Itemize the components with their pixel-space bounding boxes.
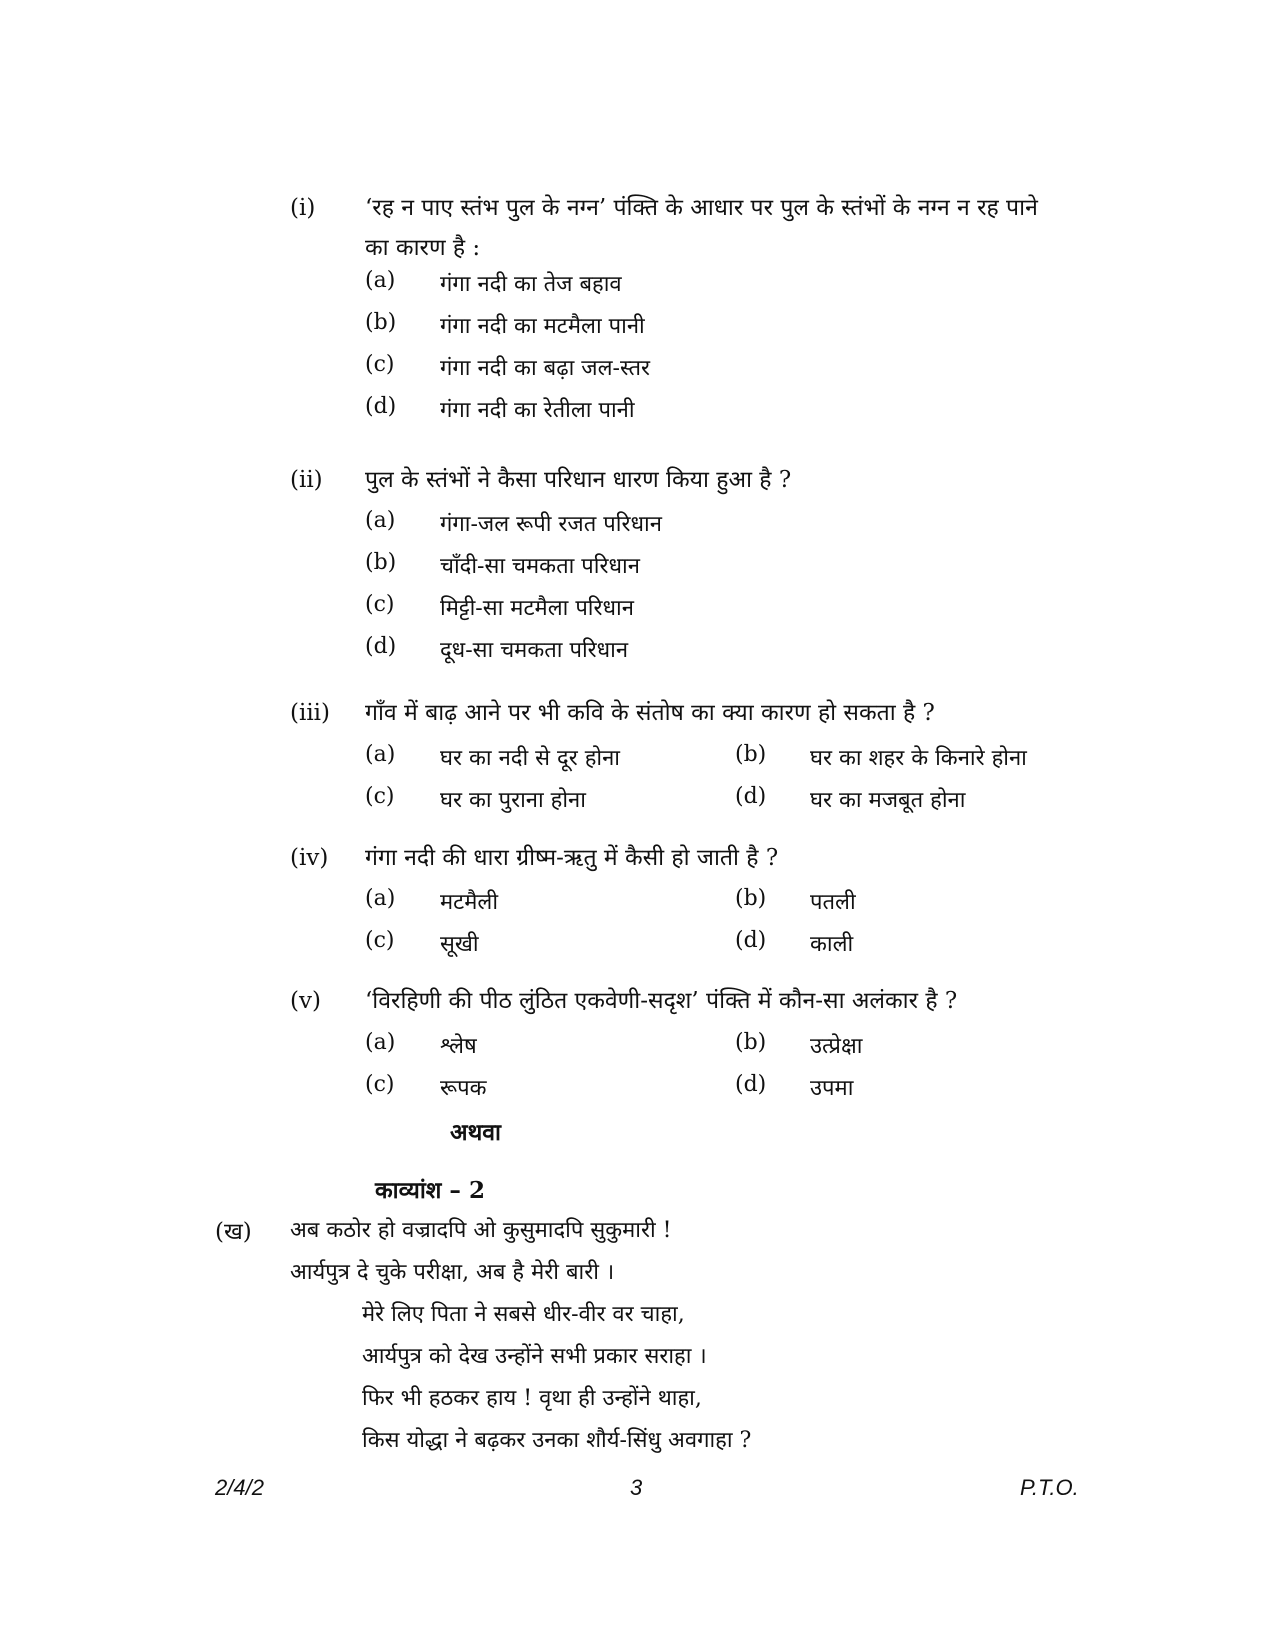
- option-label: (b): [365, 550, 397, 575]
- option-label: (a): [365, 1030, 396, 1055]
- option-label: (d): [735, 1072, 767, 1097]
- option-text: घर का पुराना होना: [440, 788, 586, 813]
- poem-line: फिर भी हठकर हाय ! वृथा ही उन्होंने थाहा,: [362, 1386, 702, 1411]
- poem-line: किस योद्धा ने बढ़कर उनका शौर्य-सिंधु अवगाहा ?: [362, 1428, 752, 1453]
- option-text: श्लेष: [440, 1034, 477, 1059]
- option-label: (a): [365, 268, 396, 293]
- option-label: (a): [365, 742, 396, 767]
- option-label: (d): [735, 784, 767, 809]
- option-text: मिट्टी-सा मटमैला परिधान: [440, 596, 634, 621]
- option-text: पतली: [810, 890, 856, 915]
- option-label: (c): [365, 784, 395, 809]
- option-label: (c): [365, 1072, 395, 1097]
- option-text: घर का नदी से दूर होना: [440, 746, 620, 771]
- section-heading: काव्यांश – 2: [375, 1177, 485, 1204]
- option-label: (a): [365, 508, 396, 533]
- option-text: रूपक: [440, 1076, 487, 1101]
- option-label: (c): [365, 352, 395, 377]
- poem-line: अब कठोर हो वज्रादपि ओ कुसुमादपि सुकुमारी !: [290, 1218, 672, 1243]
- option-text: गंगा नदी का बढ़ा जल-स्तर: [440, 356, 651, 381]
- poem-line: आर्यपुत्र को देख उन्होंने सभी प्रकार सराहा ।: [362, 1344, 707, 1369]
- option-text: घर का शहर के किनारे होना: [810, 746, 1027, 771]
- option-label: (d): [365, 394, 397, 419]
- option-text: घर का मजबूत होना: [810, 788, 966, 813]
- poem-line: आर्यपुत्र दे चुके परीक्षा, अब है मेरी बारी ।: [290, 1260, 615, 1285]
- question-number: (iv): [290, 845, 329, 871]
- question-number: (iii): [290, 700, 331, 726]
- option-label: (d): [735, 928, 767, 953]
- option-text: गंगा नदी का रेतीला पानी: [440, 398, 635, 423]
- question-number: (ii): [290, 467, 323, 493]
- option-label: (b): [365, 310, 397, 335]
- athva-heading: अथवा: [450, 1119, 502, 1146]
- poem-line: मेरे लिए पिता ने सबसे धीर-वीर वर चाहा,: [362, 1302, 685, 1327]
- option-label: (c): [365, 928, 395, 953]
- option-text: उत्प्रेक्षा: [810, 1034, 863, 1059]
- question-text: ‘रह न पाए स्तंभ पुल के नग्न’ पंक्ति के आधार पर पुल के स्तंभों के नग्न न रह पाने का कारण है :: [365, 195, 1038, 261]
- paper-code: 2/4/2: [215, 1475, 264, 1500]
- option-label: (a): [365, 886, 396, 911]
- question-text: गाँव में बाढ़ आने पर भी कवि के संतोष का क्या कारण हो सकता है ?: [365, 700, 935, 726]
- option-label: (b): [735, 886, 767, 911]
- option-text: उपमा: [810, 1076, 854, 1101]
- option-text: काली: [810, 932, 854, 957]
- poem-label: (ख): [215, 1219, 252, 1245]
- option-label: (c): [365, 592, 395, 617]
- option-label: (d): [365, 634, 397, 659]
- option-label: (b): [735, 1030, 767, 1055]
- option-text: गंगा नदी का मटमैला पानी: [440, 314, 645, 339]
- option-text: चाँदी-सा चमकता परिधान: [440, 554, 640, 579]
- question-text: पुल के स्तंभों ने कैसा परिधान धारण किया हुआ है ?: [365, 467, 792, 493]
- option-label: (b): [735, 742, 767, 767]
- option-text: गंगा-जल रूपी रजत परिधान: [440, 512, 662, 537]
- pto-label: P.T.O.: [1020, 1475, 1079, 1500]
- question-number: (v): [290, 988, 321, 1014]
- option-text: सूखी: [440, 932, 479, 957]
- question-text: गंगा नदी की धारा ग्रीष्म-ऋतु में कैसी हो जाती है ?: [365, 845, 779, 871]
- option-text: दूध-सा चमकता परिधान: [440, 638, 629, 663]
- option-text: गंगा नदी का तेज बहाव: [440, 272, 622, 297]
- question-number: (i): [290, 195, 316, 221]
- option-text: मटमैली: [440, 890, 499, 915]
- question-text: ‘विरहिणी की पीठ लुंठित एकवेणी-सदृश’ पंक्ति में कौन-सा अलंकार है ?: [365, 988, 958, 1014]
- page-number: 3: [630, 1475, 643, 1500]
